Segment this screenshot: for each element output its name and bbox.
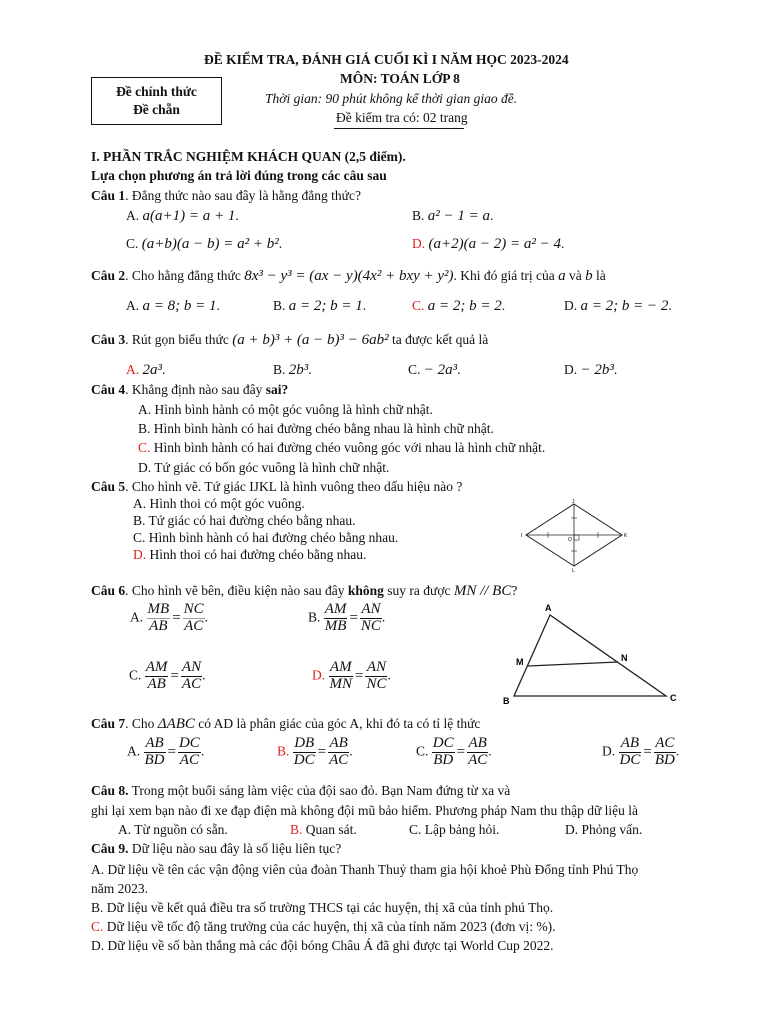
rhombus-label-i: I <box>521 533 523 539</box>
q7-a-frac1: $\frac{AB}{BD}$ <box>144 735 165 768</box>
q6-b-frac1: $\frac{AM}{MB}$ <box>324 601 347 634</box>
q1-option-a: A. a(a+1) = a + 1. <box>126 208 239 224</box>
q7-c-frac2: $\frac{AB}{AC}$ <box>468 735 488 768</box>
q2-b-expr: a = 2; b = 1 <box>288 298 363 314</box>
rhombus-label-j: J <box>572 499 575 505</box>
section-title: I. PHẦN TRẮC NGHIỆM KHÁCH QUAN (2,5 điểm). <box>91 149 406 164</box>
q1-option-d: D. (a+2)(a − 2) = a² − 4. <box>412 236 565 252</box>
q4-option-d: D. Tứ giác có bốn góc vuông là hình chữ nhật. <box>138 460 390 475</box>
q3-stem <box>91 332 488 349</box>
q4-c-letter: C. <box>138 440 151 455</box>
q6-d-frac1: $\frac{AM}{MN}$ <box>329 659 352 692</box>
q9-option-d: D. Dữ liệu về số bàn thắng mà các đội bóng Châu Á đã ghi được tại World Cup 2022. <box>91 938 554 953</box>
q5-option-d <box>133 547 366 563</box>
q2-text2: . Khi đó giá trị của <box>453 268 555 283</box>
q5-option-b: B. Tứ giác có hai đường chéo bằng nhau. <box>133 513 356 528</box>
q3-option-a: A. 2a³. <box>126 362 166 378</box>
q7-text: . Cho <box>125 716 155 731</box>
q7-option-c: C. $\frac{DC}{BD}$ = $\frac{AB}{AC}$ . <box>416 735 492 768</box>
q2-text: . Cho hằng đẳng thức <box>125 268 241 283</box>
q9-c-letter: C. <box>91 919 104 934</box>
q3-option-d: D. − 2b³. <box>564 362 618 378</box>
q5-option-a: A. Hình thoi có một góc vuông. <box>133 496 305 511</box>
q2-var-a: a <box>558 268 566 284</box>
q6-qmark: ? <box>511 583 518 598</box>
q6-d-letter: D. <box>312 667 326 683</box>
q7-d-letter: D. <box>602 743 616 759</box>
q2-stem <box>91 268 606 285</box>
q7-c-letter: C. <box>416 743 429 759</box>
q3-d-letter: D. <box>564 362 578 377</box>
q6-label: Câu 6 <box>91 583 126 598</box>
q4-option-a: A. Hình bình hành có một góc vuông là hình chữ nhật. <box>138 402 433 417</box>
q1-text: . Đẳng thức nào sau đây là hằng đẳng thức? <box>125 188 361 203</box>
q2-expr: 8x³ − y³ = (ax − y)(4x² + bxy + y²) <box>244 268 454 284</box>
q1-d-letter: D. <box>412 236 426 251</box>
tri-label-n: N <box>621 653 628 663</box>
q3-expr: (a + b)³ + (a − b)³ − 6ab² <box>232 332 389 348</box>
q7-expr: ΔABC <box>157 716 195 732</box>
q7-text2: có AD là phân giác của góc A, khi đó ta có tỉ lệ thức <box>198 716 481 731</box>
exam-subject: MÔN: TOÁN LỚP 8 <box>340 71 460 86</box>
q3-option-b: B. 2b³. <box>273 362 312 378</box>
q6-option-d: D. $\frac{AM}{MN}$ = $\frac{AN}{NC}$ . <box>312 659 391 692</box>
q2-a-expr: a = 8; b = 1 <box>142 298 217 314</box>
q6-expr: MN // BC <box>453 583 512 599</box>
q9-label: Câu 9. <box>91 841 129 856</box>
q5-option-c: C. Hình bình hành có hai đường chéo bằng nhau. <box>133 530 399 545</box>
q1-b-letter: B. <box>412 208 425 223</box>
exam-time: Thời gian: 90 phút không kể thời gian giao đề. <box>265 91 518 106</box>
q6-c-frac2: $\frac{AN}{AC}$ <box>181 659 202 692</box>
q2-la: là <box>596 268 606 283</box>
q2-b-letter: B. <box>273 298 286 313</box>
q9-option-a-cont: năm 2023. <box>91 881 148 896</box>
q9-text: Dữ liệu nào sau đây là số liệu liên tục? <box>128 841 342 856</box>
q1-c-letter: C. <box>126 236 139 251</box>
section-instruction: Lựa chọn phương án trả lời đúng trong các câu sau <box>91 168 387 183</box>
q4-text: . Khẳng định nào sau đây <box>125 382 263 397</box>
q7-b-frac2: $\frac{AB}{AC}$ <box>329 735 349 768</box>
q3-a-expr: 2a³ <box>142 362 162 378</box>
q4-option-b: B. Hình bình hành có hai đường chéo bằng nhau là hình chữ nhật. <box>138 421 494 436</box>
q2-d-expr: a = 2; b = − 2 <box>580 298 669 314</box>
q1-a-expr: a(a+1) = a + 1 <box>142 208 236 224</box>
q3-label: Câu 3 <box>91 332 126 347</box>
q9-stem <box>91 841 341 857</box>
q2-option-b: B. a = 2; b = 1. <box>273 298 367 314</box>
exam-title: ĐỀ KIỂM TRA, ĐÁNH GIÁ CUỐI KÌ I NĂM HỌC 2023-2024 <box>204 52 569 67</box>
q2-c-letter: C. <box>412 298 425 313</box>
q8-option-d: D. Phỏng vấn. <box>565 822 643 837</box>
q7-b-letter: B. <box>277 743 290 759</box>
q6-text2: suy ra được <box>387 583 451 598</box>
q6-d-frac2: $\frac{AN}{NC}$ <box>366 659 387 692</box>
q3-text2: ta được kết quả là <box>392 332 489 347</box>
q7-a-frac2: $\frac{DC}{AC}$ <box>178 735 200 768</box>
q2-label: Câu 2 <box>91 268 126 283</box>
q1-a-letter: A. <box>126 208 140 223</box>
q9-option-c <box>91 919 556 935</box>
q1-d-expr: (a+2)(a − 2) = a² − 4 <box>428 236 561 252</box>
q3-b-expr: 2b³ <box>288 362 309 378</box>
q1-b-expr: a² − 1 = a <box>427 208 491 224</box>
q3-b-letter: B. <box>273 362 286 377</box>
triangle-figure <box>500 600 690 708</box>
q6-option-c: C. $\frac{AM}{AB}$ = $\frac{AN}{AC}$ . <box>129 659 206 692</box>
tri-label-c: C <box>670 693 677 703</box>
q6-bold-word: không <box>347 583 384 598</box>
q8-stem <box>91 783 510 799</box>
tri-label-m: M <box>516 657 524 667</box>
q2-option-c: C. a = 2; b = 2. <box>412 298 506 314</box>
q3-a-letter: A. <box>126 362 140 377</box>
q2-option-d: D. a = 2; b = − 2. <box>564 298 672 314</box>
q1-option-b: B. a² − 1 = a. <box>412 208 494 224</box>
q6-a-frac1: $\frac{MB}{AB}$ <box>147 601 170 634</box>
q3-c-expr: − 2a³ <box>423 362 458 378</box>
q4-stem <box>91 382 288 398</box>
q5-d-text: Hình thoi có hai đường chéo bằng nhau. <box>146 547 367 562</box>
q4-c-text: Hình bình hành có hai đường chéo vuông góc với nhau là hình chữ nhật. <box>150 440 546 455</box>
q9-c-text: Dữ liệu về tốc độ tăng trưởng của các huyện, thị xã của tỉnh năm 2023 (đơn vị: %). <box>103 919 556 934</box>
q6-option-a: A. $\frac{MB}{AB}$ = $\frac{NC}{AC}$ . <box>130 601 209 634</box>
q6-c-letter: C. <box>129 667 142 683</box>
q7-option-b: B. $\frac{DB}{DC}$ = $\frac{AB}{AC}$ . <box>277 735 353 768</box>
q3-c-letter: C. <box>408 362 421 377</box>
q5-text: . Cho hình vẽ. Tứ giác IJKL là hình vuông theo dấu hiệu nào ? <box>125 479 463 494</box>
q8-stem-line2: ghi lại xem bạn nào đi xe đạp điện mà không đội mũ bảo hiểm. Phương pháp Nam thu thập dữ liệu là <box>91 803 639 818</box>
q9-option-a: A. Dữ liệu về tên các vận động viên của đoàn Thanh Thuỷ tham gia hội khoẻ Phù Đổng tỉnh Phú Thọ <box>91 862 639 877</box>
pages-underline <box>334 128 464 129</box>
q7-label: Câu 7 <box>91 716 126 731</box>
q7-option-a: A. $\frac{AB}{BD}$ = $\frac{DC}{AC}$ . <box>127 735 205 768</box>
official-box <box>91 77 222 125</box>
q7-option-d: D. $\frac{AB}{DC}$ = $\frac{AC}{BD}$ . <box>602 735 680 768</box>
q8-label: Câu 8. <box>91 783 129 798</box>
q1-label: Câu 1 <box>91 188 126 203</box>
q5-d-letter: D. <box>133 547 147 562</box>
q6-b-frac2: $\frac{AN}{NC}$ <box>360 601 381 634</box>
official-label: Đề chính thức <box>116 84 197 99</box>
q3-option-c: C. − 2a³. <box>408 362 461 378</box>
rhombus-figure <box>518 498 630 572</box>
q6-text: . Cho hình vẽ bên, điều kiện nào sau đây <box>125 583 345 598</box>
q7-b-frac1: $\frac{DB}{DC}$ <box>293 735 315 768</box>
q1-c-expr: (a+b)(a − b) = a² + b² <box>141 236 279 252</box>
q2-d-letter: D. <box>564 298 578 313</box>
q2-option-a: A. a = 8; b = 1. <box>126 298 220 314</box>
q7-c-frac1: $\frac{DC}{BD}$ <box>432 735 454 768</box>
q7-stem <box>91 716 480 733</box>
q6-option-b: B. $\frac{AM}{MB}$ = $\frac{AN}{NC}$ . <box>308 601 386 634</box>
q6-c-frac1: $\frac{AM}{AB}$ <box>145 659 168 692</box>
q8-b-text: Quan sát. <box>302 822 357 837</box>
q9-option-b: B. Dữ liệu về kết quả điều tra số trường THCS tại các huyện, thị xã của tỉnh phú Thọ. <box>91 900 554 915</box>
q3-text: . Rút gọn biểu thức <box>125 332 229 347</box>
tri-label-a: A <box>545 603 552 613</box>
q6-a-letter: A. <box>130 609 144 625</box>
q1-stem <box>91 188 361 204</box>
q6-b-letter: B. <box>308 609 321 625</box>
q8-option-c: C. Lập bảng hỏi. <box>409 822 500 837</box>
q5-label: Câu 5 <box>91 479 126 494</box>
q2-c-expr: a = 2; b = 2 <box>427 298 502 314</box>
q8-option-b: B. Quan sát. <box>290 822 357 837</box>
q8-text: Trong một buổi sáng làm việc của đội sao đỏ. Bạn Nam đứng từ xa và <box>128 783 511 798</box>
even-label: Đề chẵn <box>133 102 180 117</box>
q4-label: Câu 4 <box>91 382 126 397</box>
q4-option-c <box>138 440 545 456</box>
exam-pages: Đề kiểm tra có: 02 trang <box>336 110 468 125</box>
q3-d-expr: − 2b³ <box>580 362 614 378</box>
q8-option-a: A. Từ nguồn có sẵn. <box>118 822 228 837</box>
q2-a-letter: A. <box>126 298 140 313</box>
rhombus-label-k: K <box>624 533 628 539</box>
q7-a-letter: A. <box>127 743 141 759</box>
rhombus-label-o: O <box>568 537 572 543</box>
q6-stem <box>91 583 517 600</box>
q5-stem <box>91 479 462 495</box>
q7-d-frac1: $\frac{AB}{DC}$ <box>619 735 641 768</box>
tri-label-b: B <box>503 696 510 706</box>
q1-option-c: C. (a+b)(a − b) = a² + b². <box>126 236 283 252</box>
q4-bold-word: sai? <box>265 382 289 397</box>
q2-and: và <box>569 268 582 283</box>
q2-var-b: b <box>585 268 593 284</box>
rhombus-label-l: L <box>572 568 575 572</box>
q7-d-frac2: $\frac{AC}{BD}$ <box>654 735 675 768</box>
q6-a-frac2: $\frac{NC}{AC}$ <box>183 601 204 634</box>
